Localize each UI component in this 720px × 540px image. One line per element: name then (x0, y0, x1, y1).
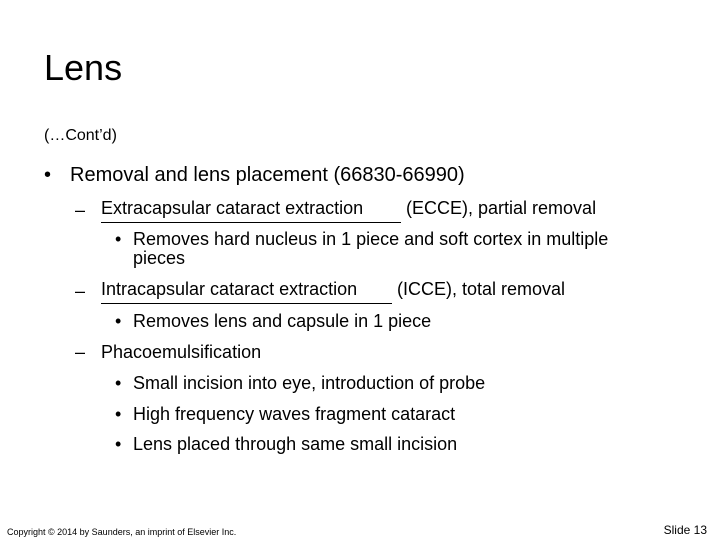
blank-underline (101, 222, 401, 223)
slide-number: Slide 13 (663, 523, 707, 537)
sub-bullet-marker: • (115, 311, 122, 331)
bullet-marker: • (44, 164, 52, 186)
sub-bullet-text-cont: pieces (133, 248, 186, 268)
dash-marker: – (75, 200, 86, 220)
item-icce-suffix: (ICCE), total removal (397, 279, 566, 299)
sub-bullet-marker: • (115, 404, 122, 424)
slide-subtitle: (…Cont’d) (44, 127, 117, 144)
dash-marker: – (75, 342, 86, 362)
fill-in-blank (101, 197, 401, 219)
fill-in-blank (101, 278, 392, 300)
sub-bullet-text: Removes hard nucleus in 1 piece and soft cortex in multiple (133, 229, 609, 249)
item-ecce-suffix: (ECCE), partial removal (406, 198, 597, 218)
sub-bullet-marker: • (115, 229, 122, 249)
blank-answer-ecce: Extracapsular cataract extraction (101, 198, 364, 218)
sub-bullet-marker: • (115, 434, 122, 454)
bullet-removal-lens-placement: Removal and lens placement (66830-66990) (70, 164, 465, 186)
blank-answer-icce: Intracapsular cataract extraction (101, 279, 358, 299)
item-icce (101, 278, 565, 300)
dash-marker: – (75, 281, 86, 301)
sub-bullet-text: Removes lens and capsule in 1 piece (133, 311, 432, 331)
sub-bullet-text: Small incision into eye, introduction of probe (133, 373, 486, 393)
item-phacoemulsification: Phacoemulsification (101, 342, 262, 362)
footer-copyright: Copyright © 2014 by Saunders, an imprint of Elsevier Inc. (7, 527, 237, 537)
sub-bullet-marker: • (115, 373, 122, 393)
slide-title: Lens (44, 47, 123, 88)
sub-bullet-text: Lens placed through same small incision (133, 434, 458, 454)
item-ecce (101, 197, 596, 219)
sub-bullet-text: High frequency waves fragment cataract (133, 404, 456, 424)
blank-underline (101, 303, 392, 304)
